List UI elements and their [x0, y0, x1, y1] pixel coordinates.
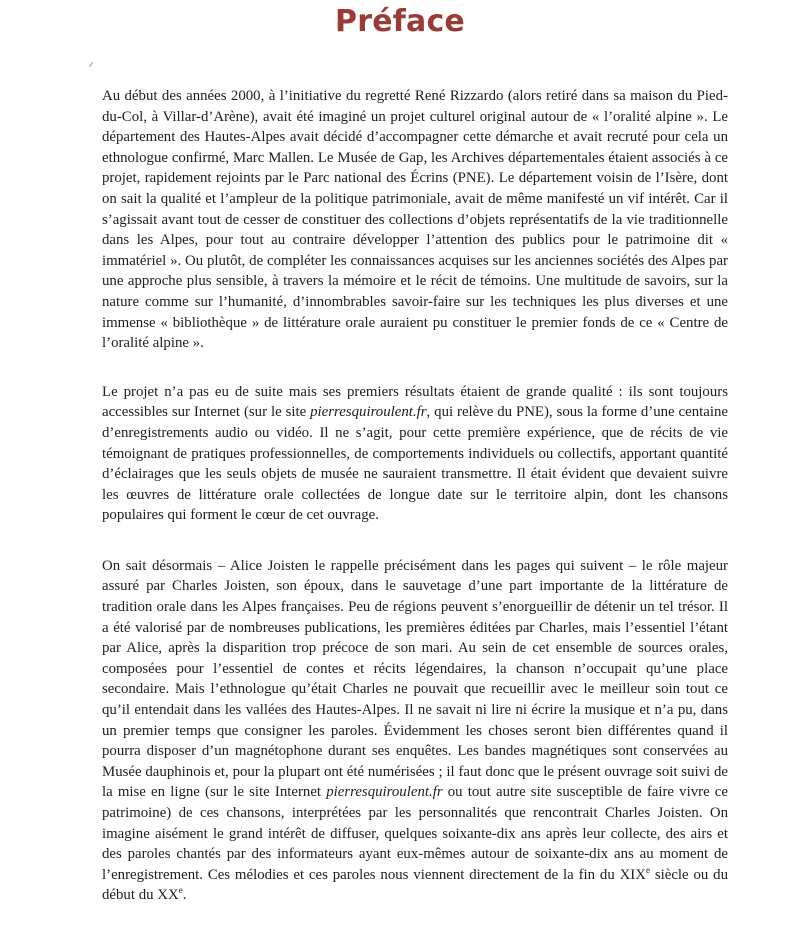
paragraph-3-text-end: .: [182, 887, 187, 904]
pencil-mark: [89, 62, 93, 67]
century-superscript: e: [645, 864, 650, 875]
paragraph-2-text-before: Le projet n’a pas eu de suite mais ses premiers résultats étaient de grande qualité : ils sont toujours accessibles sur Internet (sur le site: [102, 383, 728, 421]
paragraph-3: [102, 556, 728, 906]
century-superscript: e: [178, 885, 183, 896]
paragraph-3-text-middle: ou tout autre site susceptible de faire vivre ce patrimoine) de ces chansons, interprétées par les personnalités que rencontrait Charles Joisten. On imagine aisément le grand intérêt de diffuser, quelques soixante-dix ans après leur collecte, des airs et des paroles chantés par des informateurs ayant eux-mêmes autour de soixante-dix ans au moment de l’enregistrement. Ces mélodies et ces paroles nous viennent directement de la fin du XIX: [102, 784, 728, 883]
paragraph-2: [102, 382, 728, 526]
paragraph-1: Au début des années 2000, à l’initiative du regretté René Rizzardo (alors retiré dans sa maison du Pied-du-Col, à Villar-d’Arène), avait été imaginé un projet culturel original autour de « l’oralité alpine ». Le département des Hautes-Alpes avait décidé d’accompagner cette démarche et avait recruté pour cela un ethnologue confirmé, Marc Mallen. Le Musée de Gap, les Archives départementales étaient associés à ce projet, rapidement rejoints par le Parc national des Écrins (PNE). Le département voisin de l’Isère, dont on sait la qualité et l’ampleur de la politique patrimoniale, avait de même manifesté un vif intérêt. Car il s’agissait avant tout de cesser de constituer des collections d’objets représentatifs de la vie traditionnelle dans les Alpes, pour tout au contraire développer l’attention des publics pour le patrimoine dit « immatériel ». Ou plutôt, de compléter les connaissances acquises sur les anciennes sociétés des Alpes par une approche plus sensible, à travers la mémoire et le récit de témoins. Une multitude de savoirs, sur la nature comme sur l’humanité, d’innombrables savoir-faire sur les techniques les plus diverses et une immense « bibliothèque » de littérature orale auraient pu constituer le premier fonds de ce « Centre de l’oralité alpine ».: [102, 88, 728, 352]
paragraph-3-text-before: On sait désormais – Alice Joisten le rappelle précisément dans les pages qui suivent – le rôle majeur assuré par Charles Joisten, son époux, dans le sauvetage d’une part importante de la littérature de tradition orale dans les Alpes françaises. Peu de régions peuvent s’enorgueillir de détenir un tel trésor. Il a été valorisé par de nombreuses publications, les premières éditées par Charles, mais l’essentiel l’étant par Alice, après la disparition trop précoce de son mari. Au sein de cet ensemble de sources orales, composées pour l’essentiel de contes et récits légendaires, la chanson n’occupait qu’une place secondaire. Mais l’ethnologue qu’était Charles ne pouvait que recueillir avec le meilleur soin tout ce qu’il entendait dans les vallées des Hautes-Alpes. Il ne savait ni lire ni écrire la musique et n’a pu, dans un premier temps que consigner les paroles. Évidemment les choses seront bien différentes quand il pourra disposer d’un magnétophone durant ses enquêtes. Les bandes magnétiques sont conservées au Musée dauphinois et, pour la plupart ont été numérisées ; il faut donc que le présent ouvrage soit suivi de la mise en ligne (sur le site Internet: [102, 557, 728, 801]
paragraph-3-text-between: siècle ou du début du XX: [102, 866, 728, 904]
preface-body: [102, 86, 728, 934]
website-link[interactable]: pierresquiroulent.fr: [326, 784, 443, 801]
page-title: Préface: [335, 4, 465, 39]
paragraph-2-text-after: , qui relève du PNE), sous la forme d’une centaine d’enregistrements audio ou vidéo. Il ne s’agit, pour cette première expérience, que de récits de vie témoignant de pratiques professionnelles, de comportements individuels ou collectifs, apportant quantité d’éclairages que les seuls objets de musée ne sauraient transmettre. Il était évident que devaient suivre les œuvres de littérature orale collectées de longue date sur le territoire alpin, dont les chansons populaires qui forment le cœur de cet ouvrage.: [102, 404, 728, 524]
website-link[interactable]: pierresquiroulent.fr: [310, 404, 427, 421]
